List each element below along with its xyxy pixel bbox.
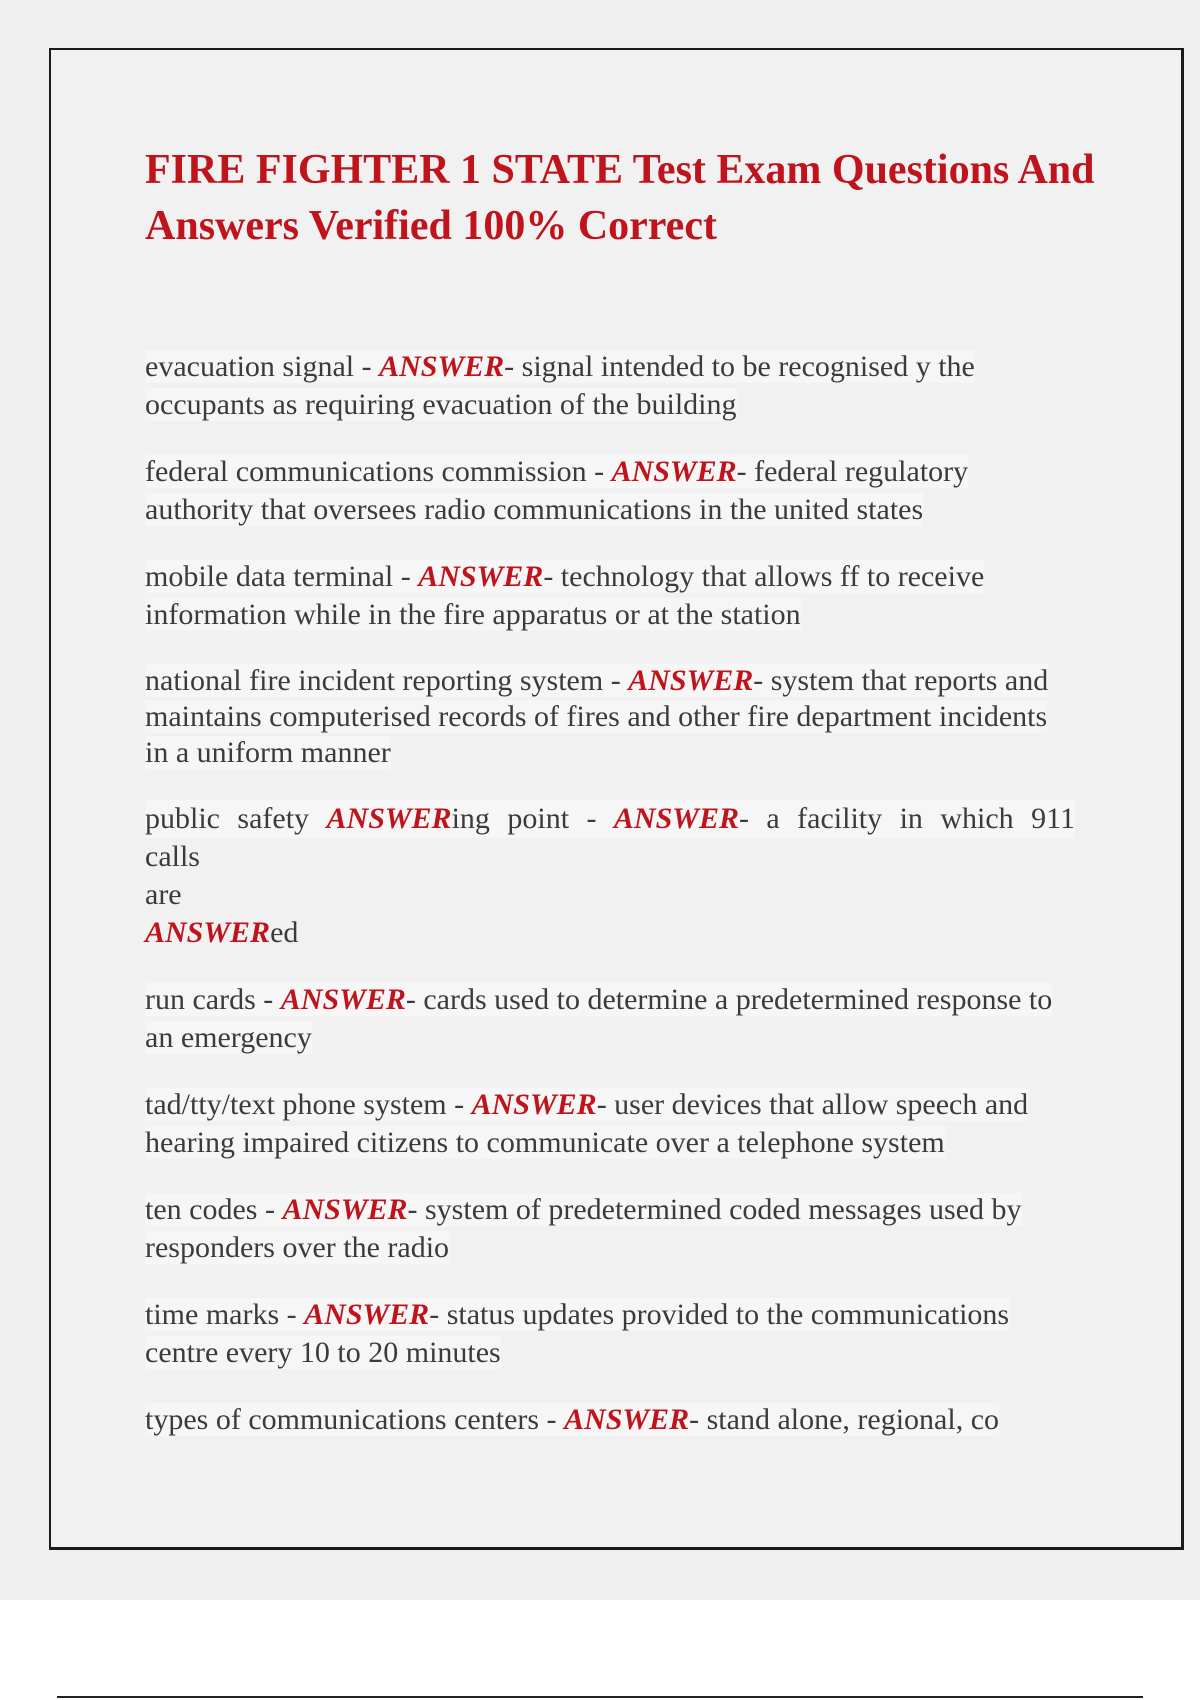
qa-term: evacuation signal - — [145, 350, 380, 383]
qa-term: run cards - — [145, 983, 281, 1016]
qa-definition: - technology that allows ff to receive information while in the fire apparatus or at the station — [145, 560, 985, 631]
qa-term: mobile data terminal - — [145, 560, 419, 593]
qa-definition: - signal intended to be recognised y the occupants as requiring evacuation of the building — [145, 350, 975, 421]
qa-term: federal communications commission - — [145, 455, 612, 488]
qa-line: calls — [145, 840, 200, 873]
qa-item — [145, 1296, 1075, 1372]
answer-marker: ANSWER — [145, 916, 271, 949]
qa-definition: - a facility in which 911 — [738, 802, 1075, 835]
answer-marker: ANSWER — [418, 560, 544, 593]
qa-line — [145, 800, 1075, 838]
qa-list — [145, 348, 1075, 1468]
answer-marker: ANSWER — [280, 983, 406, 1016]
answer-marker: ANSWER — [564, 1403, 690, 1436]
qa-item — [145, 1086, 1075, 1162]
qa-definition: ed — [270, 916, 299, 949]
qa-item — [145, 348, 1075, 424]
qa-line — [145, 914, 1075, 952]
qa-definition: - stand alone, regional, co — [689, 1403, 1000, 1436]
answer-marker: ANSWER — [471, 1088, 597, 1121]
answer-marker: ANSWER — [304, 1298, 430, 1331]
qa-item — [145, 1401, 1075, 1439]
qa-term: types of communications centers - — [145, 1403, 565, 1436]
footer-divider — [57, 1696, 1143, 1698]
qa-item — [145, 800, 1075, 952]
document-title: FIRE FIGHTER 1 STATE Test Exam Questions And Answers Verified 100% Correct — [145, 147, 1095, 249]
answer-marker: ANSWER — [611, 455, 737, 488]
qa-term: tad/tty/text phone system - — [145, 1088, 472, 1121]
qa-item — [145, 453, 1075, 529]
qa-definition: - federal regulatory authority that oversees radio communications in the united states — [145, 455, 969, 526]
qa-item — [145, 663, 1075, 771]
qa-line: are — [145, 878, 182, 911]
qa-definition: - cards used to determine a predetermined response to an emergency — [145, 983, 1053, 1054]
qa-term: ten codes - — [145, 1193, 283, 1226]
qa-definition: - system of predetermined coded messages used by responders over the radio — [145, 1193, 1022, 1264]
qa-term: public safety — [145, 802, 327, 835]
answer-marker: ANSWER — [613, 802, 739, 835]
answer-marker: ANSWER — [379, 350, 505, 383]
answer-marker: ANSWER — [326, 802, 452, 835]
qa-definition: - system that reports and maintains computerised records of fires and other fire department incidents in a uniform manner — [145, 664, 1049, 769]
qa-definition: - status updates provided to the communications centre every 10 to 20 minutes — [145, 1298, 1010, 1369]
qa-term: time marks - — [145, 1298, 305, 1331]
qa-item — [145, 558, 1075, 634]
answer-marker: ANSWER — [282, 1193, 408, 1226]
qa-definition: - user devices that allow speech and hearing impaired citizens to communicate over a telephone system — [145, 1088, 1029, 1159]
qa-term: ing point - — [451, 802, 614, 835]
qa-item — [145, 1191, 1075, 1267]
qa-item — [145, 981, 1075, 1057]
qa-term: national fire incident reporting system - — [145, 664, 629, 697]
answer-marker: ANSWER — [628, 664, 754, 697]
